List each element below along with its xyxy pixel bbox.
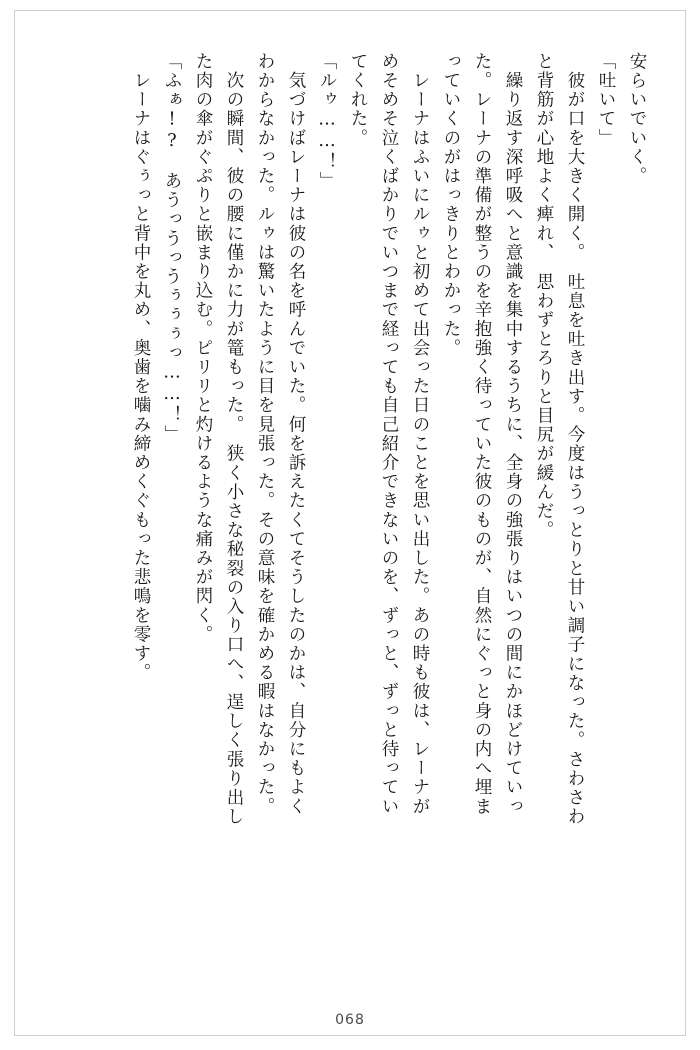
text-line: 気づけばレーナは彼の名を呼んでいた。何を訴えたくてそうしたのかは、自分にもよく [286, 52, 306, 816]
text-line: た肉の傘がぐぷりと嵌まり込む。ピリリと灼けるような痛みが閃く。 [193, 52, 213, 645]
vertical-text-body [40, 52, 652, 982]
text-line: 「ふぁ!? あうっうっうぅぅぅっ……！」 [162, 52, 182, 444]
text-line: 安らいでいく。 [627, 52, 647, 186]
text-line: レーナはぐぅっと背中を丸め、奥歯を噛み締めくぐもった悲鳴を零す。 [131, 52, 151, 683]
text-line: と背筋が心地よく痺れ、 思わずとろりと目尻が緩んだ。 [534, 52, 554, 540]
text-line: た。レーナの準備が整うのを辛抱強く待っていた彼のものが、自然にぐっと身の内へ埋ま [472, 52, 492, 816]
text-line: てくれた。 [348, 52, 368, 148]
text-line: っていくのがはっきりとわかった。 [441, 52, 461, 358]
text-line: めそめそ泣くばかりでいつまで経っても自己紹介できないのを、ずっと、ずっと待ってい [379, 52, 399, 816]
text-line: 繰り返す深呼吸へと意識を集中するうちに、全身の強張りはいつの間にかほどけていっ [503, 52, 523, 816]
text-line: 次の瞬間、彼の腰に僅かに力が篭もった。 狭く小さな秘裂の入り口へ、逞しく張り出し [224, 52, 244, 827]
text-line: 「ルゥ……！」 [317, 52, 337, 191]
text-line: 彼が口を大きく開く。 吐息を吐き出す。今度はうっとりと甘い調子になった。さわさわ [565, 52, 585, 827]
text-line: わからなかった。ルゥは驚いたように目を見張った。その意味を確かめる暇はなかった。 [255, 52, 275, 816]
page-number: 068 [335, 1012, 365, 1028]
text-line: 「吐いて」 [596, 52, 616, 148]
text-line: レーナはふいにルゥと初めて出会った日のことを思い出した。あの時も彼は、レーナが [410, 52, 430, 816]
